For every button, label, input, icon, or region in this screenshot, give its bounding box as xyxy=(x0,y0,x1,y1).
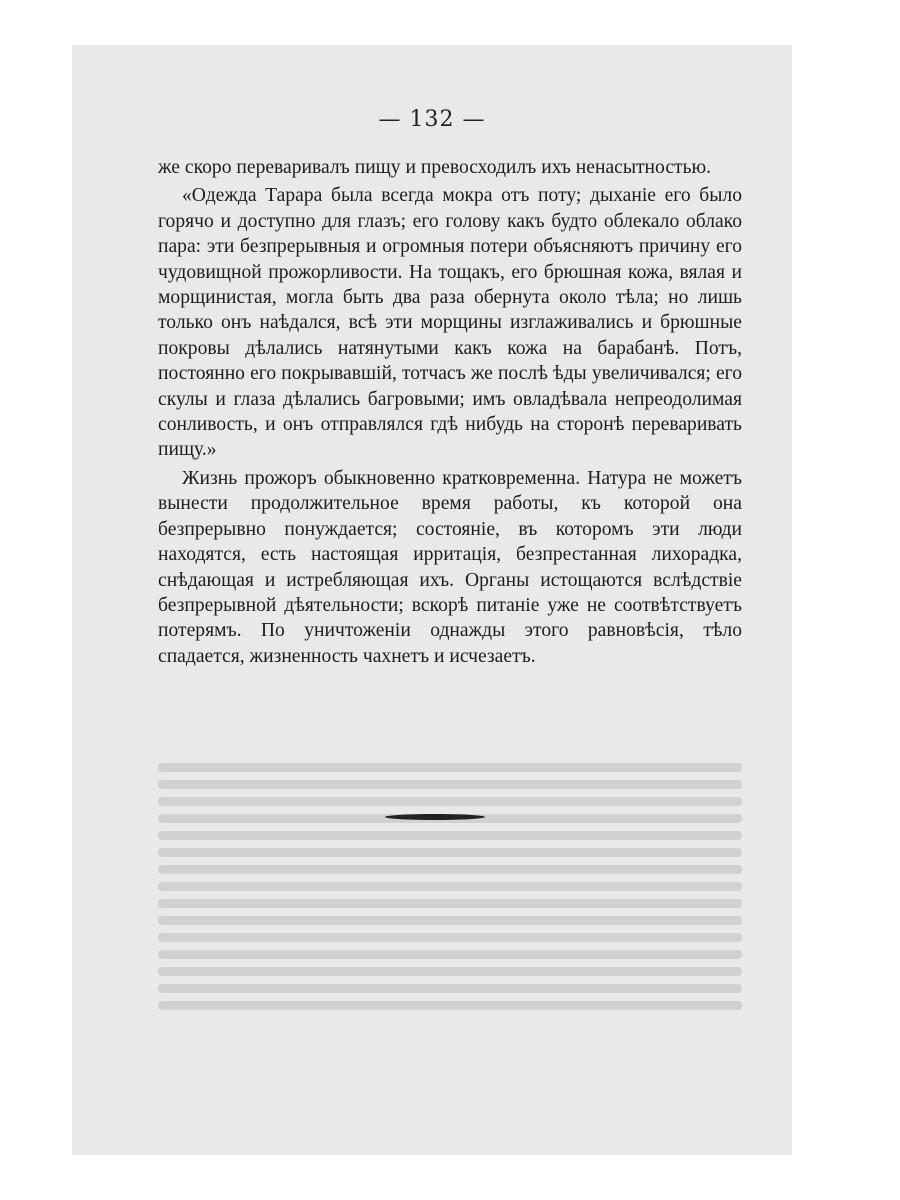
scanned-page xyxy=(72,45,792,1155)
bleed-through-text xyxy=(158,755,742,1018)
page-number: — 132 — xyxy=(378,107,486,132)
paragraph-quote: «Одежда Тарара была всегда мокра отъ поту; дыханіе его было горячо и доступно для глазъ; его голову какъ будто облекало облако пара: эти безпрерывныя и огромныя потери объясняютъ причину его чудовищной прожорливости. На тощакъ, его брюшная кожа, вялая и морщинистая, могла быть два раза обернута около тѣла; но лишь только онъ наѣдался, всѣ эти морщины изглаживались и брюшные покровы дѣлались натянутыми какъ кожа на барабанѣ. Потъ, постоянно его покрывавшій, тотчасъ же послѣ ѣды увеличивался; его скулы и глаза дѣлались багровыми; имъ овладѣвала непреодолимая сонливость, и онъ отправлялся гдѣ нибудь на сторонѣ переваривать пищу.» xyxy=(158,185,742,461)
ink-stroke xyxy=(385,814,485,820)
body-text xyxy=(158,155,742,672)
paragraph-glutton-life: Жизнь прожоръ обыкновенно кратковременна. Натура не можетъ вынести продолжительное время работы, къ которой она безпрерывно понуждается; состояніе, въ которомъ эти люди находятся, есть настоящая ирритація, безпрестанная лихорадка, снѣдающая и истребляющая ихъ. Органы истощаются вслѣдствіе безпрерывной дѣятельности; вскорѣ питаніе уже не соотвѣтствуетъ потерямъ. По уничтоженіи однажды этого равновѣсія, тѣло спадается, жизненность чахнетъ и исчезаетъ. xyxy=(158,467,742,667)
paragraph-continuation: же скоро переваривалъ пищу и превосходилъ ихъ ненасытностью. xyxy=(158,157,712,178)
